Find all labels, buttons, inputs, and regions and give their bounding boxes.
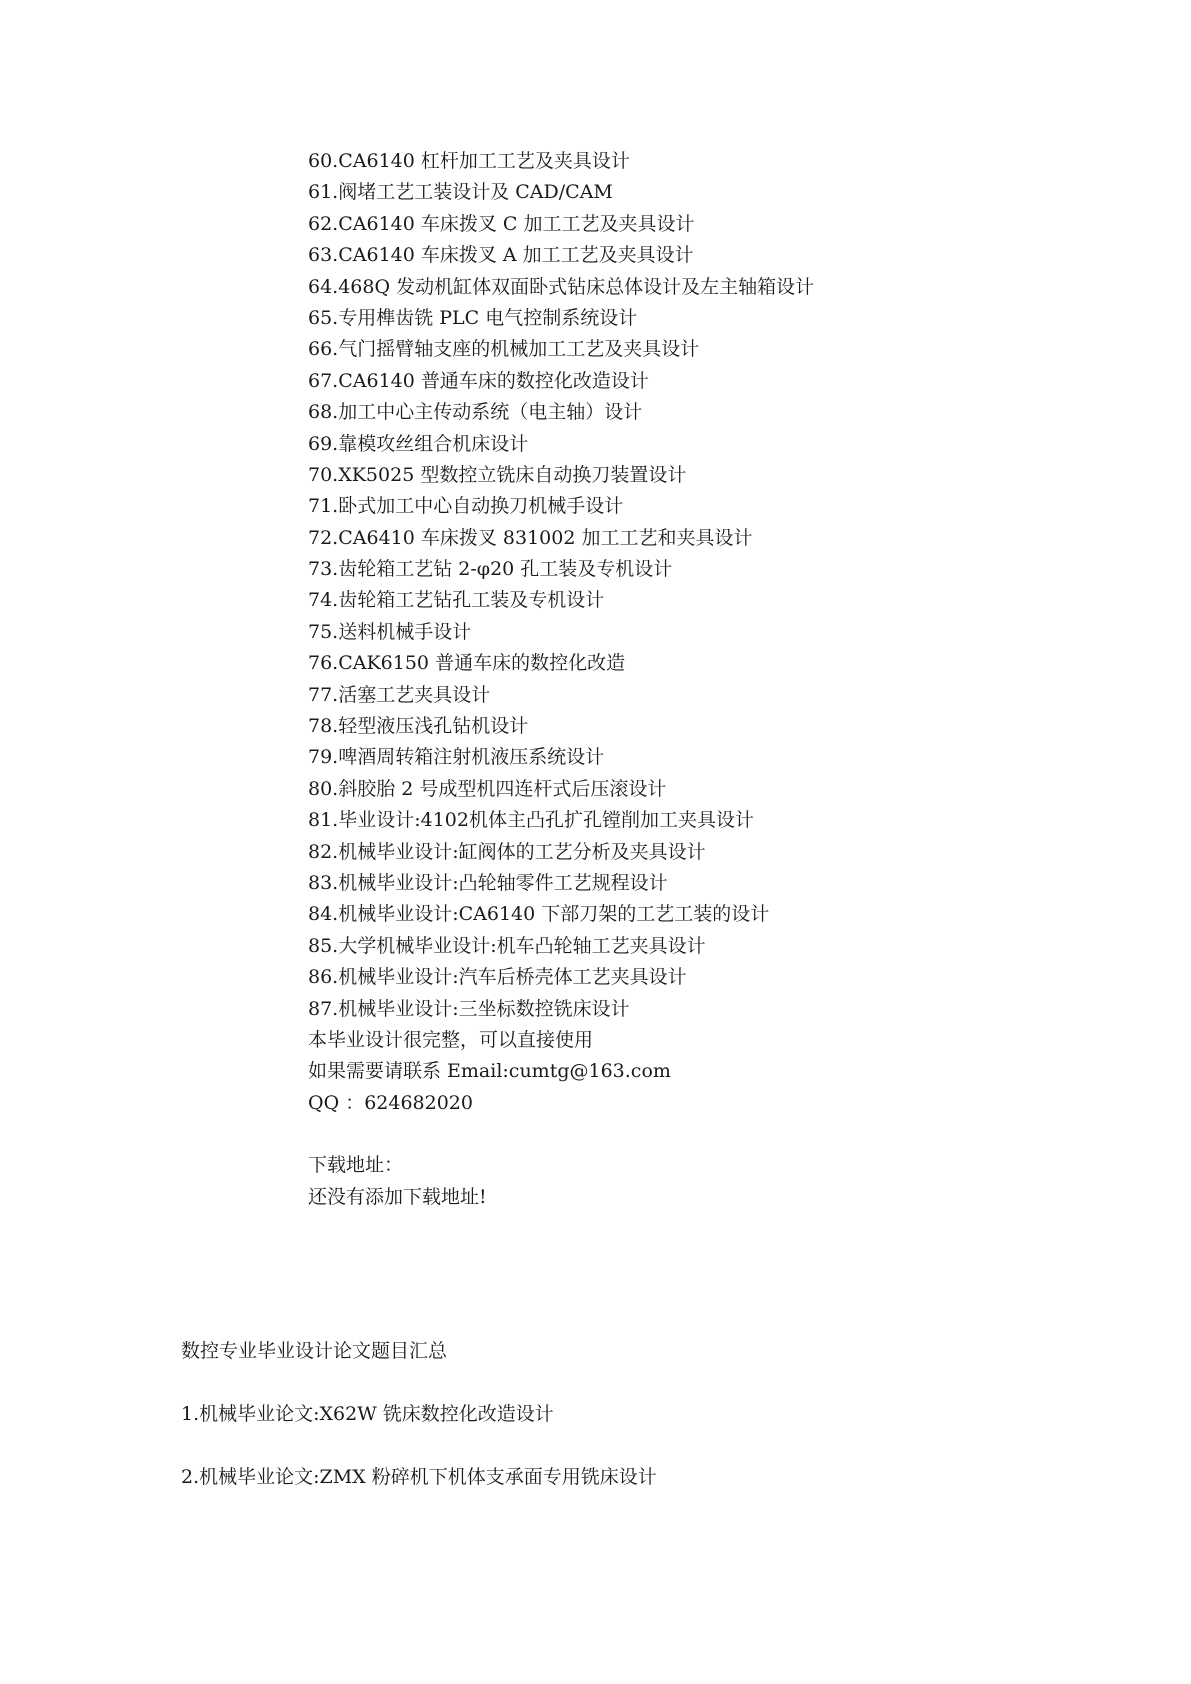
section-item: 2.机械毕业论文:ZMX 粉碎机下机体支承面专用铣床设计 <box>181 1466 657 1488</box>
download-label: 下载地址： <box>308 1154 404 1177</box>
list-item: 61.阀堵工艺工装设计及 CAD/CAM <box>308 181 613 204</box>
list-item: 81.毕业设计:4102机体主凸孔扩孔镗削加工夹具设计 <box>308 809 754 832</box>
section-item: 1.机械毕业论文:X62W 铣床数控化改造设计 <box>181 1403 554 1425</box>
list-item: 66.气门摇臂轴支座的机械加工工艺及夹具设计 <box>308 338 700 361</box>
contact-qq: QQ ：624682020 <box>308 1091 473 1114</box>
list-item: 76.CAK6150 普通车床的数控化改造 <box>308 652 626 675</box>
list-item: 64.468Q 发动机缸体双面卧式钻床总体设计及左主轴箱设计 <box>308 275 815 298</box>
list-item: 65.专用榫齿铣 PLC 电气控制系统设计 <box>308 306 638 329</box>
list-item: 73.齿轮箱工艺钻 2-φ20 孔工装及专机设计 <box>308 558 673 581</box>
list-item: 75.送料机械手设计 <box>308 620 472 643</box>
download-value: 还没有添加下载地址! <box>308 1185 487 1208</box>
list-item: 79.啤酒周转箱注射机液压系统设计 <box>308 746 605 769</box>
completeness-note: 本毕业设计很完整，可以直接使用 <box>308 1028 594 1051</box>
list-item: 70.XK5025 型数控立铣床自动换刀装置设计 <box>308 463 687 486</box>
list-item: 71.卧式加工中心自动换刀机械手设计 <box>308 495 624 518</box>
list-item: 85.大学机械毕业设计:机车凸轮轴工艺夹具设计 <box>308 934 706 957</box>
section-title: 数控专业毕业设计论文题目汇总 <box>181 1340 448 1362</box>
thesis-title-list <box>308 146 1128 1213</box>
list-item: 86.机械毕业设计:汽车后桥壳体工艺夹具设计 <box>308 966 687 989</box>
list-item: 84.机械毕业设计:CA6140 下部刀架的工艺工装的设计 <box>308 903 770 926</box>
list-item: 67.CA6140 普通车床的数控化改造设计 <box>308 369 649 392</box>
list-item: 82.机械毕业设计:缸阀体的工艺分析及夹具设计 <box>308 840 706 863</box>
cnc-thesis-section <box>181 1336 1081 1525</box>
list-item: 83.机械毕业设计:凸轮轴零件工艺规程设计 <box>308 871 668 894</box>
list-item: 74.齿轮箱工艺钻孔工装及专机设计 <box>308 589 605 612</box>
list-item: 62.CA6140 车床拨叉 C 加工工艺及夹具设计 <box>308 212 695 235</box>
list-item: 68.加工中心主传动系统（电主轴）设计 <box>308 401 643 424</box>
list-item: 87.机械毕业设计:三坐标数控铣床设计 <box>308 997 630 1020</box>
contact-email: 如果需要请联系 Email:cumtg@163.com <box>308 1060 671 1083</box>
list-item: 69.靠模攻丝组合机床设计 <box>308 432 529 455</box>
list-item: 77.活塞工艺夹具设计 <box>308 683 491 706</box>
spacer <box>308 1119 1128 1150</box>
list-item: 60.CA6140 杠杆加工工艺及夹具设计 <box>308 150 630 172</box>
list-item: 78.轻型液压浅孔钻机设计 <box>308 715 529 738</box>
list-item: 72.CA6410 车床拨叉 831002 加工工艺和夹具设计 <box>308 526 753 549</box>
list-item: 80.斜胶胎 2 号成型机四连杆式后压滚设计 <box>308 777 667 800</box>
list-item: 63.CA6140 车床拨叉 A 加工工艺及夹具设计 <box>308 244 694 267</box>
